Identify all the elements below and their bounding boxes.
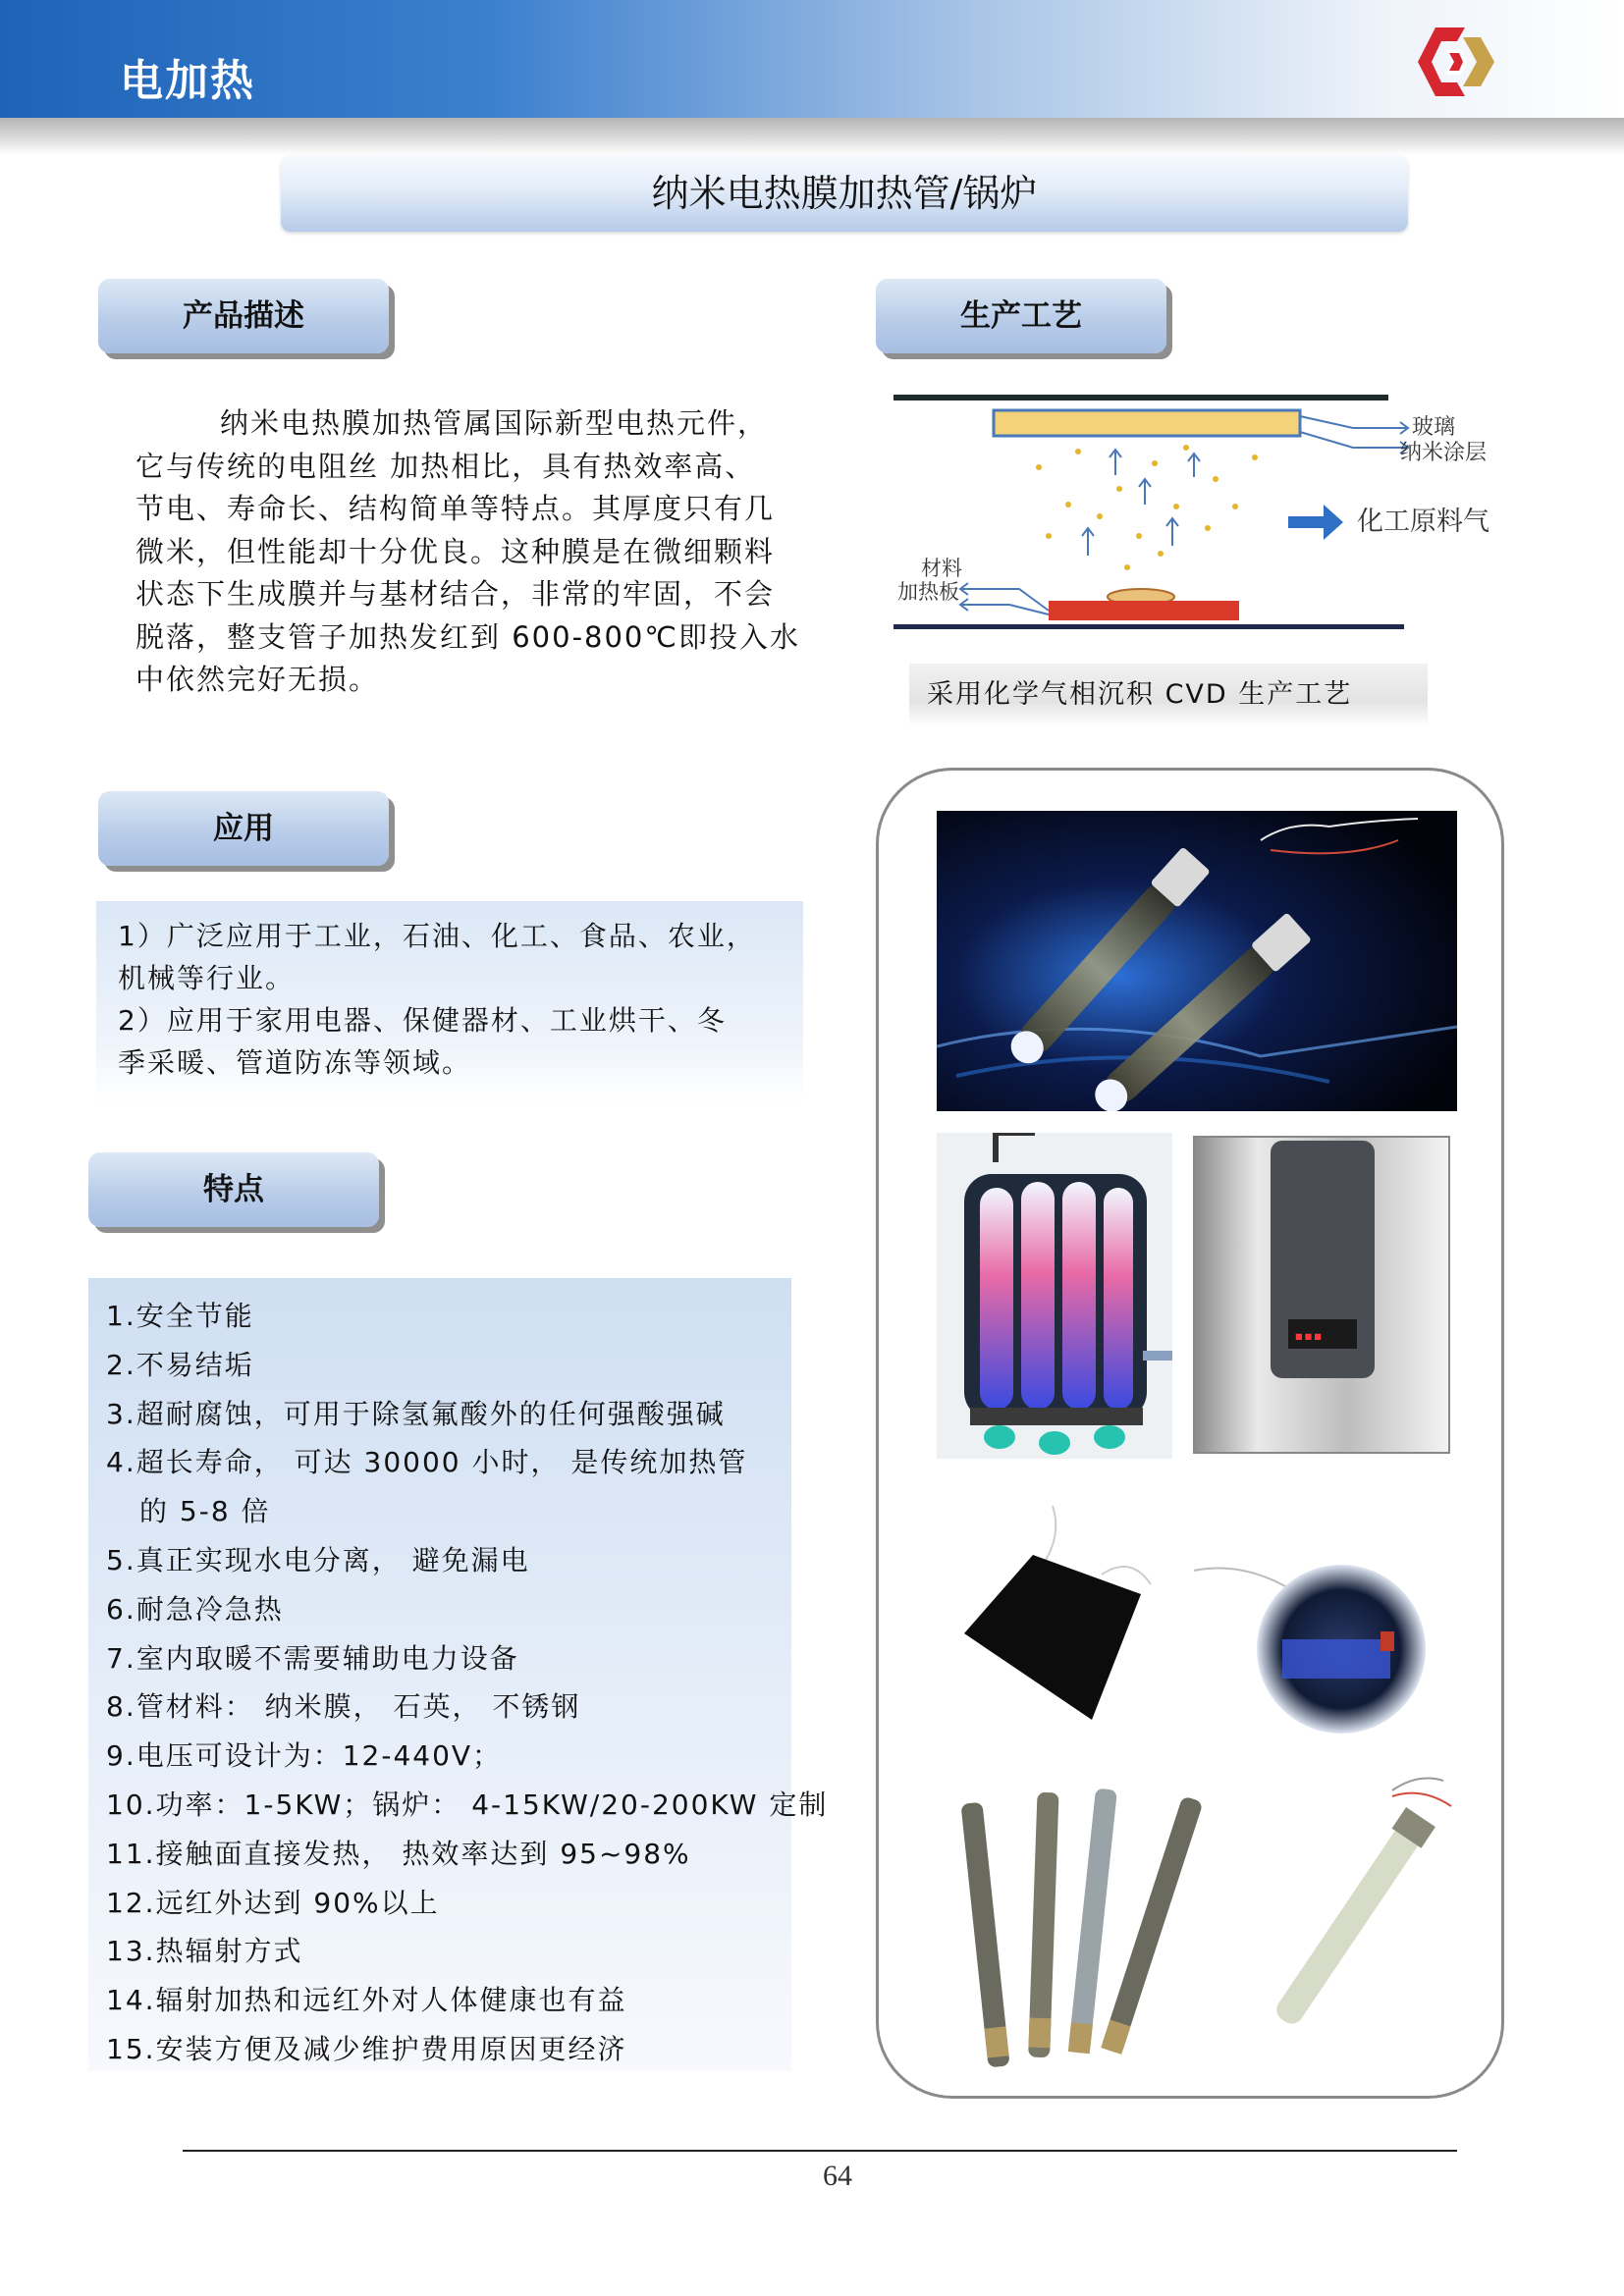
tab-features: 特点 — [88, 1152, 379, 1227]
feature-item: 3.超耐腐蚀，可用于除氢氟酸外的任何强酸强碱 — [106, 1397, 726, 1430]
feature-item: 12.远红外达到 90%以上 — [106, 1886, 440, 1919]
tab-production-process: 生产工艺 — [876, 279, 1166, 353]
description-line: 中依然完好无损。 — [135, 663, 380, 696]
feature-item: 10.功率：1-5KW；锅炉： 4-15KW/20-200KW 定制 — [106, 1788, 829, 1821]
single-heating-tube-photo — [1225, 1767, 1477, 2061]
page-number: 64 — [823, 2160, 852, 2192]
feature-item: 2.不易结垢 — [106, 1348, 254, 1381]
cvd-process-diagram — [892, 389, 1500, 644]
feature-item: 4.超长寿命， 可达 30000 小时， 是传统加热管 — [106, 1446, 748, 1479]
page-title: 纳米电热膜加热管/锅炉 — [281, 155, 1408, 232]
application-line: 季采暖、管道防冻等领域。 — [118, 1046, 472, 1079]
diagram-label-gas: 化工原料气 — [1357, 507, 1489, 537]
diagram-base-bar — [893, 624, 1404, 629]
feature-item: 5.真正实现水电分离， 避免漏电 — [106, 1543, 530, 1576]
electric-boiler-photo — [1190, 1133, 1453, 1459]
diagram-up-arrows — [1082, 450, 1200, 556]
feature-item: 14.辐射加热和远红外对人体健康也有益 — [106, 1984, 627, 2017]
tube-heater-unit-photo — [937, 1133, 1172, 1459]
description-line: 它与传统的电阻丝 加热相比，具有热效率高、 — [135, 449, 756, 483]
heating-tubes-photo — [937, 811, 1457, 1111]
tab-product-description: 产品描述 — [98, 279, 389, 353]
feature-item: 13.热辐射方式 — [106, 1935, 303, 1968]
application-line: 机械等行业。 — [118, 962, 296, 994]
diagram-heating-plate — [1049, 601, 1239, 620]
diagram-label-plate-1: 材料 — [921, 557, 962, 580]
description-line: 状态下生成膜并与基材结合，非常的牢固，不会 — [135, 577, 776, 611]
diagram-glass-plate — [994, 410, 1300, 436]
description-line: 脱落，整支管子加热发红到 600-800℃即投入水 — [135, 619, 800, 654]
gas-arrow-icon — [1288, 505, 1343, 540]
application-box — [96, 901, 803, 1103]
feature-item: 9.电压可设计为：12-440V； — [106, 1739, 503, 1773]
footer-divider — [183, 2150, 1457, 2152]
quartz-tubes-photo — [947, 1783, 1212, 2067]
application-line: 2）应用于家用电器、保健器材、工业烘干、冬 — [118, 1004, 727, 1037]
diagram-label-glass: 玻璃 — [1412, 415, 1456, 440]
feature-item: 11.接触面直接发热， 热效率达到 95~98% — [106, 1837, 691, 1870]
description-line: 节电、寿命长、结构简单等特点。其厚度只有几 — [135, 492, 776, 525]
features-box — [88, 1278, 829, 2071]
company-logo-icon — [1414, 24, 1498, 100]
feature-item: 1.安全节能 — [106, 1300, 254, 1332]
application-line: 1）广泛应用于工业，石油、化工、食品、农业， — [118, 920, 756, 952]
feature-item: 6.耐急冷急热 — [106, 1592, 284, 1626]
header-shadow — [0, 118, 1624, 155]
section-title: 电加热 — [120, 56, 255, 106]
tab-application: 应用 — [98, 791, 389, 866]
feature-item-continuation: 的 5-8 倍 — [139, 1495, 271, 1528]
feature-item: 15.安装方便及减少维护费用原因更经济 — [106, 2032, 627, 2065]
film-closeup-photo — [1184, 1541, 1441, 1737]
feature-item: 8.管材料： 纳米膜， 石英， 不锈钢 — [106, 1690, 581, 1724]
description-line: 纳米电热膜加热管属国际新型电热元件， — [220, 406, 769, 440]
feature-item: 7.室内取暖不需要辅助电力设备 — [106, 1641, 519, 1675]
svg-text:▪▪▪: ▪▪▪ — [1294, 1326, 1323, 1345]
electric-film-sheet-photo — [954, 1496, 1190, 1732]
diagram-label-plate-2: 加热板 — [897, 580, 959, 604]
cvd-caption: 采用化学气相沉积 CVD 生产工艺 — [909, 664, 1428, 726]
description-line: 微米，但性能却十分优良。这种膜是在微细颗料 — [135, 534, 776, 568]
diagram-particles — [1036, 445, 1258, 570]
product-description — [135, 402, 807, 702]
diagram-top-bar — [893, 395, 1388, 400]
diagram-label-coating: 纳米涂层 — [1400, 441, 1488, 465]
